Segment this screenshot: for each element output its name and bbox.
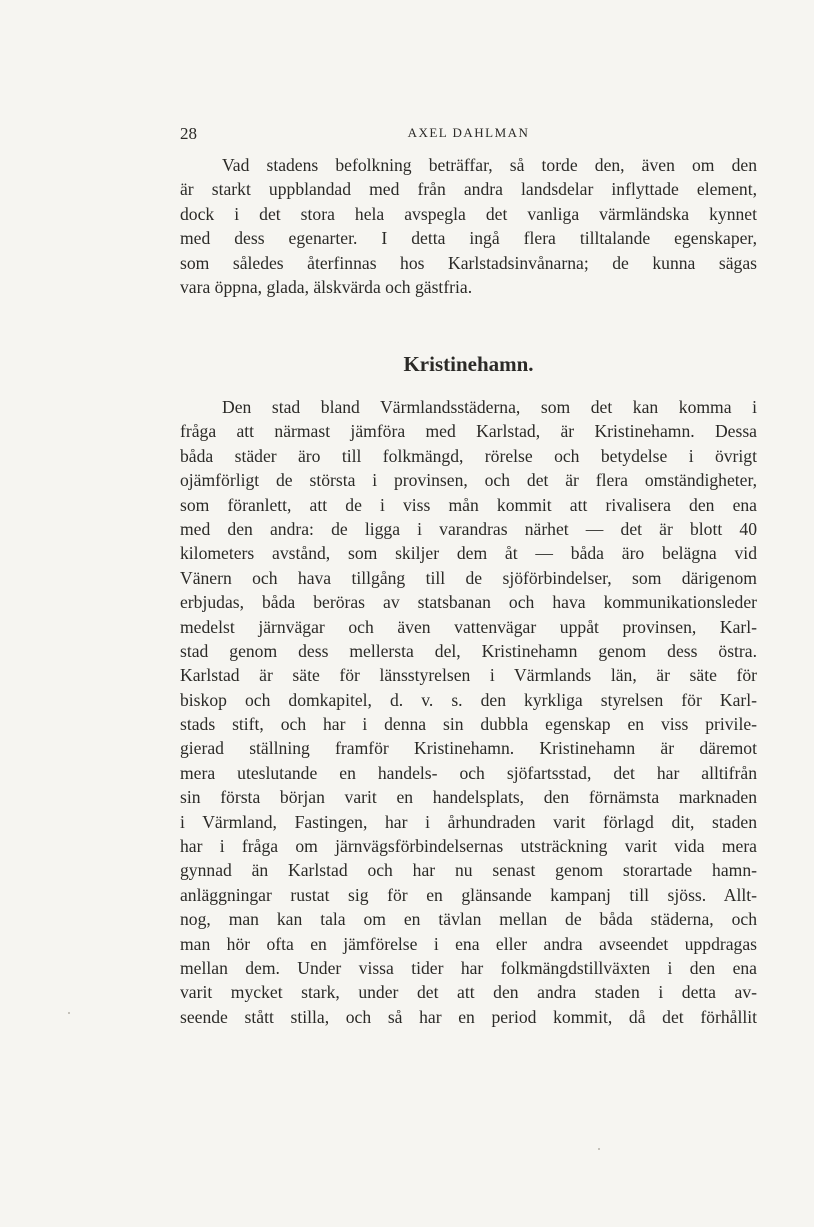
text-line: ojämförligt de största i provinsen, och det är flera omständigheter, bbox=[180, 470, 757, 491]
text-line: med dess egenarter. I detta ingå flera tilltalande egenskaper, bbox=[180, 228, 757, 249]
text-line: medelst järnvägar och även vattenvägar uppåt provinsen, Karl- bbox=[180, 616, 757, 637]
text-line: vara öppna, glada, älskvärda och gästfria. bbox=[180, 276, 473, 297]
section-heading: Kristinehamn. bbox=[403, 352, 534, 376]
text-line: Den stad bland Värmlandsstäderna, som det kan komma i bbox=[222, 397, 757, 417]
text-line: Vad stadens befolkning beträffar, så torde den, även om den bbox=[222, 155, 757, 175]
text-line: erbjudas, båda beröras av statsbanan och hava kommunikationsleder bbox=[180, 592, 757, 613]
text-line: med den andra: de ligga i varandras närhet — det är blott 40 bbox=[180, 518, 757, 539]
text-line: kilometers avstånd, som skiljer dem åt — båda äro belägna vid bbox=[180, 543, 757, 564]
paper-speck bbox=[68, 1012, 70, 1014]
text-line: sin första början varit en handelsplats, den förnämsta marknaden bbox=[180, 787, 757, 808]
text-line: har i fråga om järnvägsförbindelsernas utsträckning varit vida mera bbox=[180, 836, 757, 857]
text-line: mellan dem. Under vissa tider har folkmängdstillväxten i den ena bbox=[180, 957, 757, 978]
text-line: som föranlett, att de i viss mån kommit att rivalisera den ena bbox=[180, 494, 757, 515]
text-line: i Värmland, Fastingen, har i århundraden varit förlagd dit, staden bbox=[180, 811, 757, 832]
running-head: AXEL DAHLMAN bbox=[407, 125, 530, 140]
text-line: gierad ställning framför Kristinehamn. Kristinehamn är däremot bbox=[180, 738, 757, 759]
text-line: stad genom dess mellersta del, Kristinehamn genom dess östra. bbox=[180, 640, 757, 661]
text-line: dock i det stora hela avspegla det vanliga värmländska kynnet bbox=[180, 203, 757, 224]
text-line: är starkt uppblandad med från andra landsdelar inflyttade element, bbox=[180, 179, 757, 200]
text-line: fråga att närmast jämföra med Karlstad, är Kristinehamn. Dessa bbox=[180, 421, 757, 442]
text-line: stads stift, och har i denna sin dubbla egenskap en viss privile- bbox=[180, 714, 757, 735]
text-line: Karlstad är säte för länsstyrelsen i Värmlands län, är säte för bbox=[180, 665, 757, 686]
page-header bbox=[180, 124, 757, 144]
text-line: anläggningar rustat sig för en glänsande kampanj till sjöss. Allt- bbox=[180, 884, 757, 905]
paper-speck bbox=[598, 1148, 600, 1150]
text-line: som således återfinnas hos Karlstadsinvånarna; de kunna sägas bbox=[180, 252, 757, 273]
paragraph-kristinehamn bbox=[180, 395, 757, 1029]
text-line: biskop och domkapitel, d. v. s. den kyrkliga styrelsen för Karl- bbox=[180, 689, 757, 710]
text-line: båda städer äro till folkmängd, rörelse och betydelse i övrigt bbox=[180, 445, 757, 466]
paragraph-befolkning bbox=[180, 153, 757, 299]
text-line: mera uteslutande en handels- och sjöfartsstad, det har alltifrån bbox=[180, 762, 757, 783]
text-line: nog, man kan tala om en tävlan mellan de båda städerna, och bbox=[180, 909, 757, 930]
text-line: man hör ofta en jämförelse i ena eller andra avseendet uppdragas bbox=[180, 933, 757, 954]
text-line: gynnad än Karlstad och har nu senast genom storartade hamn- bbox=[180, 860, 757, 881]
text-line: varit mycket stark, under det att den andra staden i detta av- bbox=[180, 982, 757, 1003]
text-line: seende stått stilla, och så har en period kommit, då det förhållit bbox=[180, 1006, 757, 1027]
text-line: Vänern och hava tillgång till de sjöförbindelser, som därigenom bbox=[180, 567, 757, 588]
page-number: 28 bbox=[180, 124, 197, 143]
